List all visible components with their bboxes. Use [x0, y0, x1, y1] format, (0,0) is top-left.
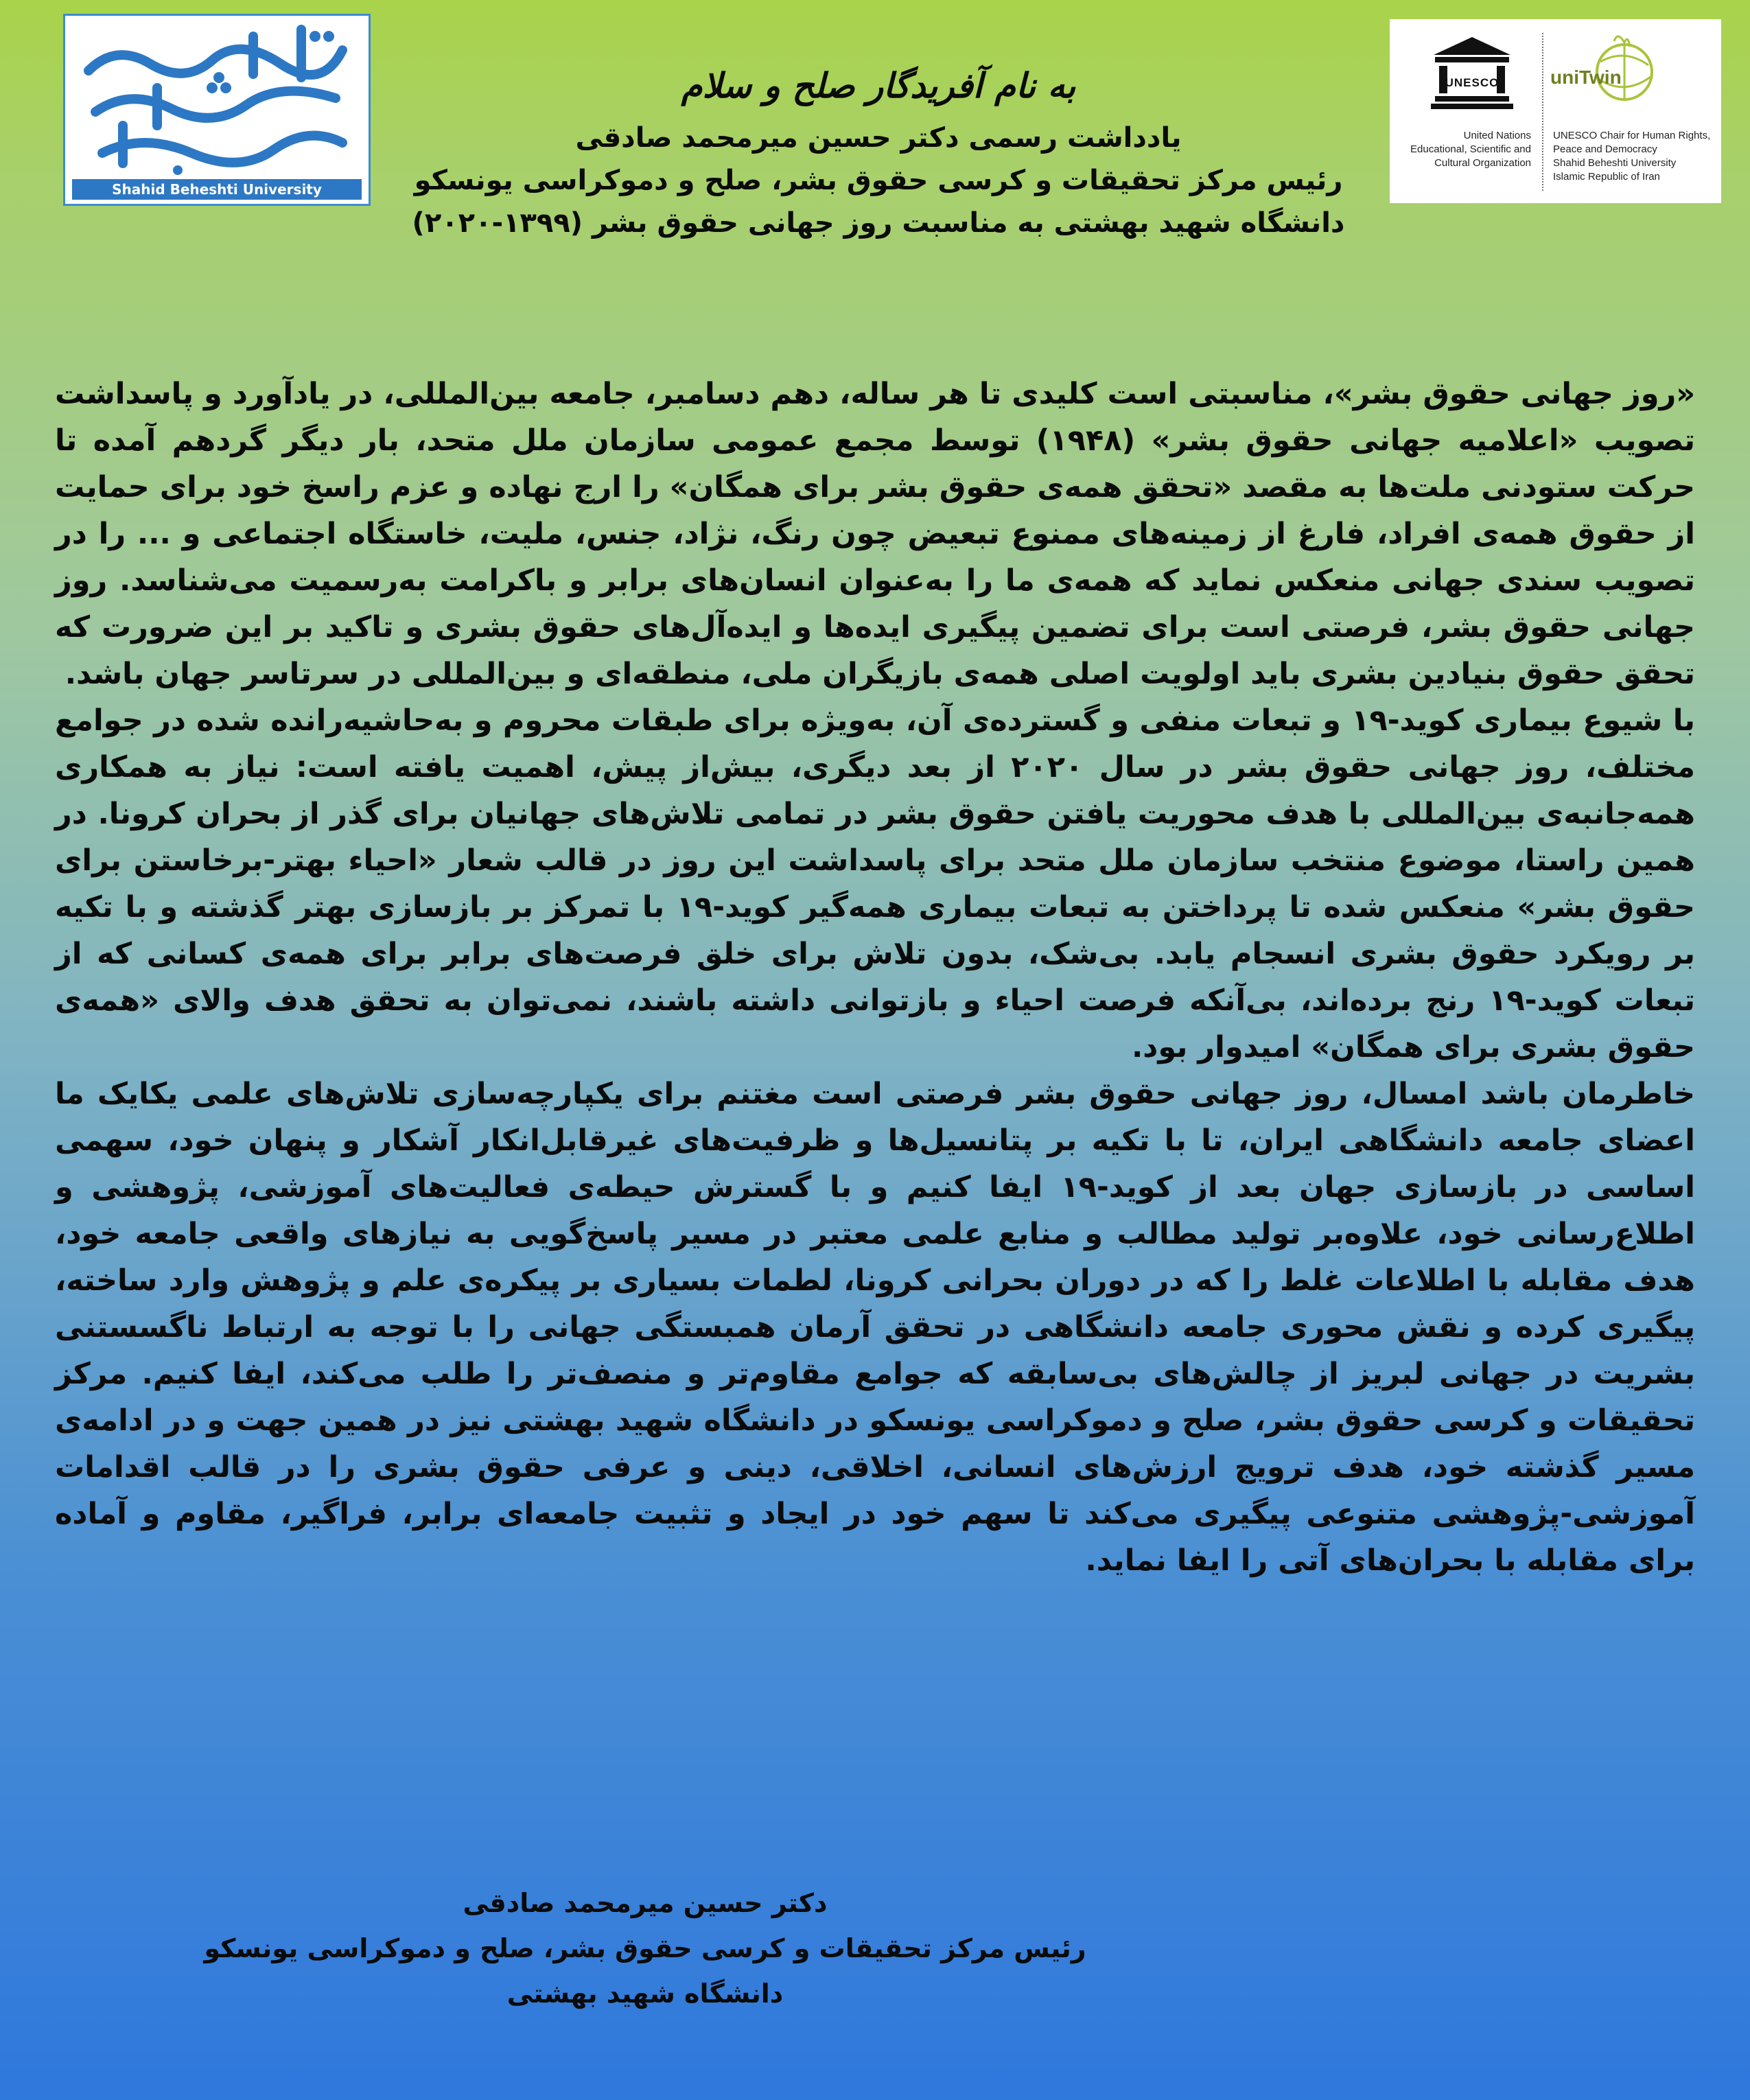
bismillah-heading: به نام آفریدگار صلح و سلام	[681, 65, 1076, 106]
body-paragraph-3: خاطرمان باشد امسال، روز جهانی حقوق بشر فرصتی است مغتنم برای یکپارچه‌سازی تلاش‌های علمی یکایک ما اعضای جامعه دانشگاهی ایران، تا با تکیه بر پتانسیل‌ها و ظرفیت‌های غیرقابل‌انکار آشکار و پنهان خود، سهمی اساسی در بازسازی جهان بعد از کوید-۱۹ ایفا کنیم و با گسترش حیطه‌ی فعالیت‌های آموزشی، پژوهشی و اطلاع‌رسانی خود، علاوه‌بر تولید مطالب و منابع علمی معتبر در مسیر پاسخ‌گویی به نیازهای واقعی جامعه خود، هدف مقابله با اطلاعات غلط را که در دوران بحرانی کرونا، لطمات بسیاری بر پیکره‌ی علم و پژوهش وارد ساخته، پیگیری کرده و نقش محوری جامعه دانشگاهی در تحقق آرمان همبستگی جهانی را با توجه به ارتباط ناگسستنی بشریت در جهانی لبریز از چالش‌های بی‌سابقه که جوامع مقاوم‌تر و منصف‌تر را طلب می‌کند، ایفا کنیم. مرکز تحقیقات و کرسی حقوق بشر، صلح و دموکراسی یونسکو در دانشگاه شهید بهشتی نیز در همین جهت و در ادامه‌ی مسیر گذشته خود، هدف ترویج ارزش‌های انسانی، اخلاقی، دینی و عرفی حقوق بشری را در قالب اقدامات آموزشی-پژوهشی متنوعی پیگیری می‌کند تا سهم خود در ایجاد و تثبیت جامعه‌ای برابر، فراگیر، مقاوم و آماده برای مقابله با بحران‌های آتی را ایفا نماید.	[55, 1077, 1695, 1578]
document-header	[371, 62, 1386, 244]
unesco-temple-icon	[1431, 34, 1513, 120]
signature-block	[124, 1880, 1167, 2016]
unesco-wordmark: UNESCO	[1445, 76, 1500, 89]
shahid-beheshti-logo-mark	[75, 23, 359, 177]
document-body	[55, 371, 1695, 1584]
logo-divider	[1542, 33, 1543, 191]
signature-affiliation: دانشگاه شهید بهشتی	[506, 1979, 784, 2009]
sbu-caption: Shahid Beheshti University	[72, 179, 362, 200]
body-paragraph-2: با شیوع بیماری کوید-۱۹ و تبعات منفی و گسترده‌ی آن، به‌ویژه برای طبقات محروم و به‌حاشیه‌رانده شده در جوامع مختلف، روز جهانی حقوق بشر در سال ۲۰۲۰ از بعد دیگری، بیش‌از پیش، اهمیت یافته است: نیاز به همکاری همه‌جانبه‌ی بین‌المللی با هدف محوریت یافتن حقوق بشر در تمامی تلاش‌های جهانیان برای گذر از بحران کرونا. در همین راستا، موضوع منتخب سازمان ملل متحد برای پاسداشت این روز در قالب شعار «احیاء بهتر-برخاستن برای حقوق بشر» منعکس شده تا پرداختن به تبعات بیماری همه‌گیر کوید-۱۹ با تمرکز بر بازسازی بهتر گذشته و با تکیه بر رویکرد حقوق بشری انسجام یابد. بی‌شک، بدون تلاش برای خلق فرصت‌های برابر برای همه‌ی کسانی که از تبعات کوید-۱۹ رنج برده‌اند، بی‌آنکه فرصت احیاء و بازتوانی داشته باشند، نمی‌توان به تحقق هدف والای «همه‌ی حقوق بشری برای همگان» امیدوار بود.	[55, 703, 1695, 1064]
unitwin-icon	[1549, 34, 1659, 117]
unitwin-wordmark: uniTwin	[1550, 67, 1622, 88]
unesco-unitwin-logo	[1390, 19, 1721, 203]
shahid-beheshti-logo	[63, 14, 371, 206]
signature-name: دکتر حسین میرمحمد صادقی	[463, 1888, 828, 1918]
header-occasion-line: دانشگاه شهید بهشتی به مناسبت روز جهانی حقوق بشر (۱۳۹۹-۲۰۲۰)	[412, 207, 1345, 239]
signature-title: رئیس مرکز تحقیقات و کرسی حقوق بشر، صلح و دموکراسی یونسکو	[204, 1933, 1086, 1963]
body-paragraph-1: «روز جهانی حقوق بشر»، مناسبتی است کلیدی تا هر ساله، دهم دسامبر، جامعه بین‌المللی، در یادآورد و پاسداشت تصویب «اعلامیه جهانی حقوق بشر» (۱۹۴۸) توسط مجمع عمومی سازمان ملل متحد، بار دیگر گردهم آمده تا حرکت ستودنی ملت‌ها به مقصد «تحقق همه‌ی حقوق بشر برای همگان» را ارج نهاده و عزم راسخ خود برای حمایت از حقوق همه‌ی افراد، فارغ از زمینه‌های ممنوع تبعیض چون رنگ، نژاد، جنس، ملیت، خاستگاه اجتماعی و ... را در تصویب سندی جهانی منعکس نماید که همه‌ی ما را به‌عنوان انسان‌های برابر و باکرامت به‌رسمیت می‌شناسد. روز جهانی حقوق بشر، فرصتی است برای تضمین پیگیری ایده‌ها و ایده‌آل‌های حقوق بشری و تاکید بر این ضرورت که تحقق حقوق بنیادین بشری باید اولویت اصلی همه‌ی بازیگران ملی، منطقه‌ای و بین‌المللی در سرتاسر جهان باشد.	[55, 377, 1695, 691]
header-author-line: یادداشت رسمی دکتر حسین میرمحمد صادقی	[575, 122, 1182, 154]
unesco-text: United Nations Educational, Scientific and Cultural Organization	[1410, 130, 1531, 169]
unitwin-text: UNESCO Chair for Human Rights, Peace and Democracy Shahid Beheshti University Islamic Republic of Iran	[1553, 130, 1711, 183]
header-title-line: رئیس مرکز تحقیقات و کرسی حقوق بشر، صلح و دموکراسی یونسکو	[414, 165, 1343, 196]
